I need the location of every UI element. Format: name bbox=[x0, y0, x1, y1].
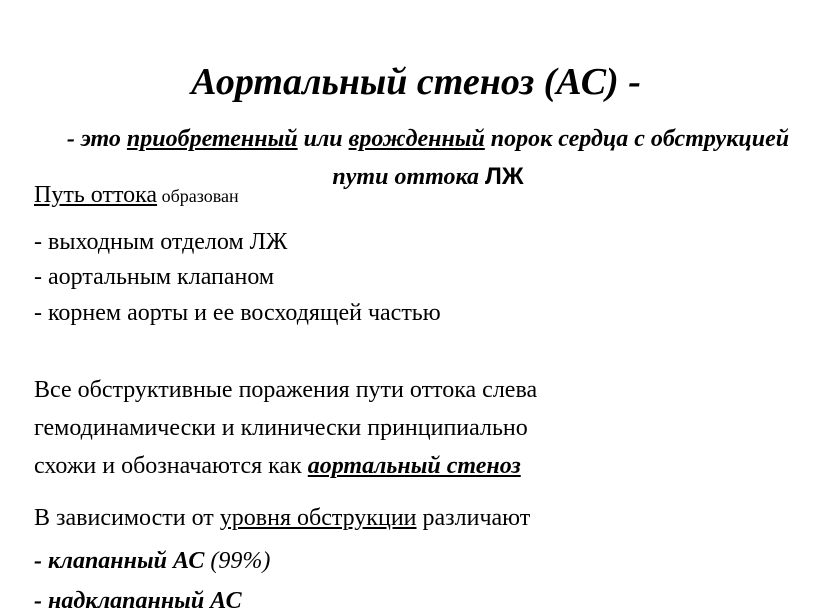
outflow-heading bbox=[34, 180, 239, 211]
outflow-head-rest: образован bbox=[157, 186, 239, 206]
outflow-item-3: - корнем аорты и ее восходящей частью bbox=[34, 300, 441, 326]
outflow-item-1: - выходным отделом ЛЖ bbox=[34, 229, 288, 255]
levels-item-1-label: - клапанный АС bbox=[34, 548, 205, 574]
slide-title: Аортальный стеноз (АС) - bbox=[191, 61, 641, 103]
levels-item-2-label: - надклапанный АС bbox=[34, 588, 242, 614]
levels-prefix: В зависимости от bbox=[34, 505, 220, 531]
levels-heading bbox=[34, 503, 530, 533]
paragraph-line-3 bbox=[34, 451, 521, 481]
paragraph-line-2: гемодинамически и клинически принципиально bbox=[34, 415, 528, 441]
subtitle-congenital: врожденный bbox=[348, 126, 485, 152]
outflow-item-2: - аортальным клапаном bbox=[34, 264, 275, 290]
subtitle-acquired: приобретенный bbox=[126, 126, 298, 152]
subtitle-lv: ЛЖ bbox=[485, 163, 524, 190]
levels-item-1 bbox=[34, 546, 270, 576]
levels-item-2 bbox=[34, 586, 242, 616]
subtitle-middle: порок сердца с обструкцией пути оттока bbox=[332, 126, 790, 190]
levels-term: уровня обструкции bbox=[219, 505, 417, 531]
subtitle-prefix: - это bbox=[66, 126, 127, 152]
outflow-head: Путь оттока bbox=[34, 182, 158, 208]
subtitle-or: или bbox=[297, 126, 349, 152]
paragraph-term: аортальный стеноз bbox=[307, 453, 521, 479]
paragraph-line-1: Все обструктивные поражения пути оттока слева bbox=[34, 377, 538, 403]
levels-item-1-pct: (99%) bbox=[204, 548, 271, 574]
paragraph-line-3-prefix: схожи и обозначаются как bbox=[34, 453, 308, 479]
levels-suffix: различают bbox=[416, 505, 531, 531]
